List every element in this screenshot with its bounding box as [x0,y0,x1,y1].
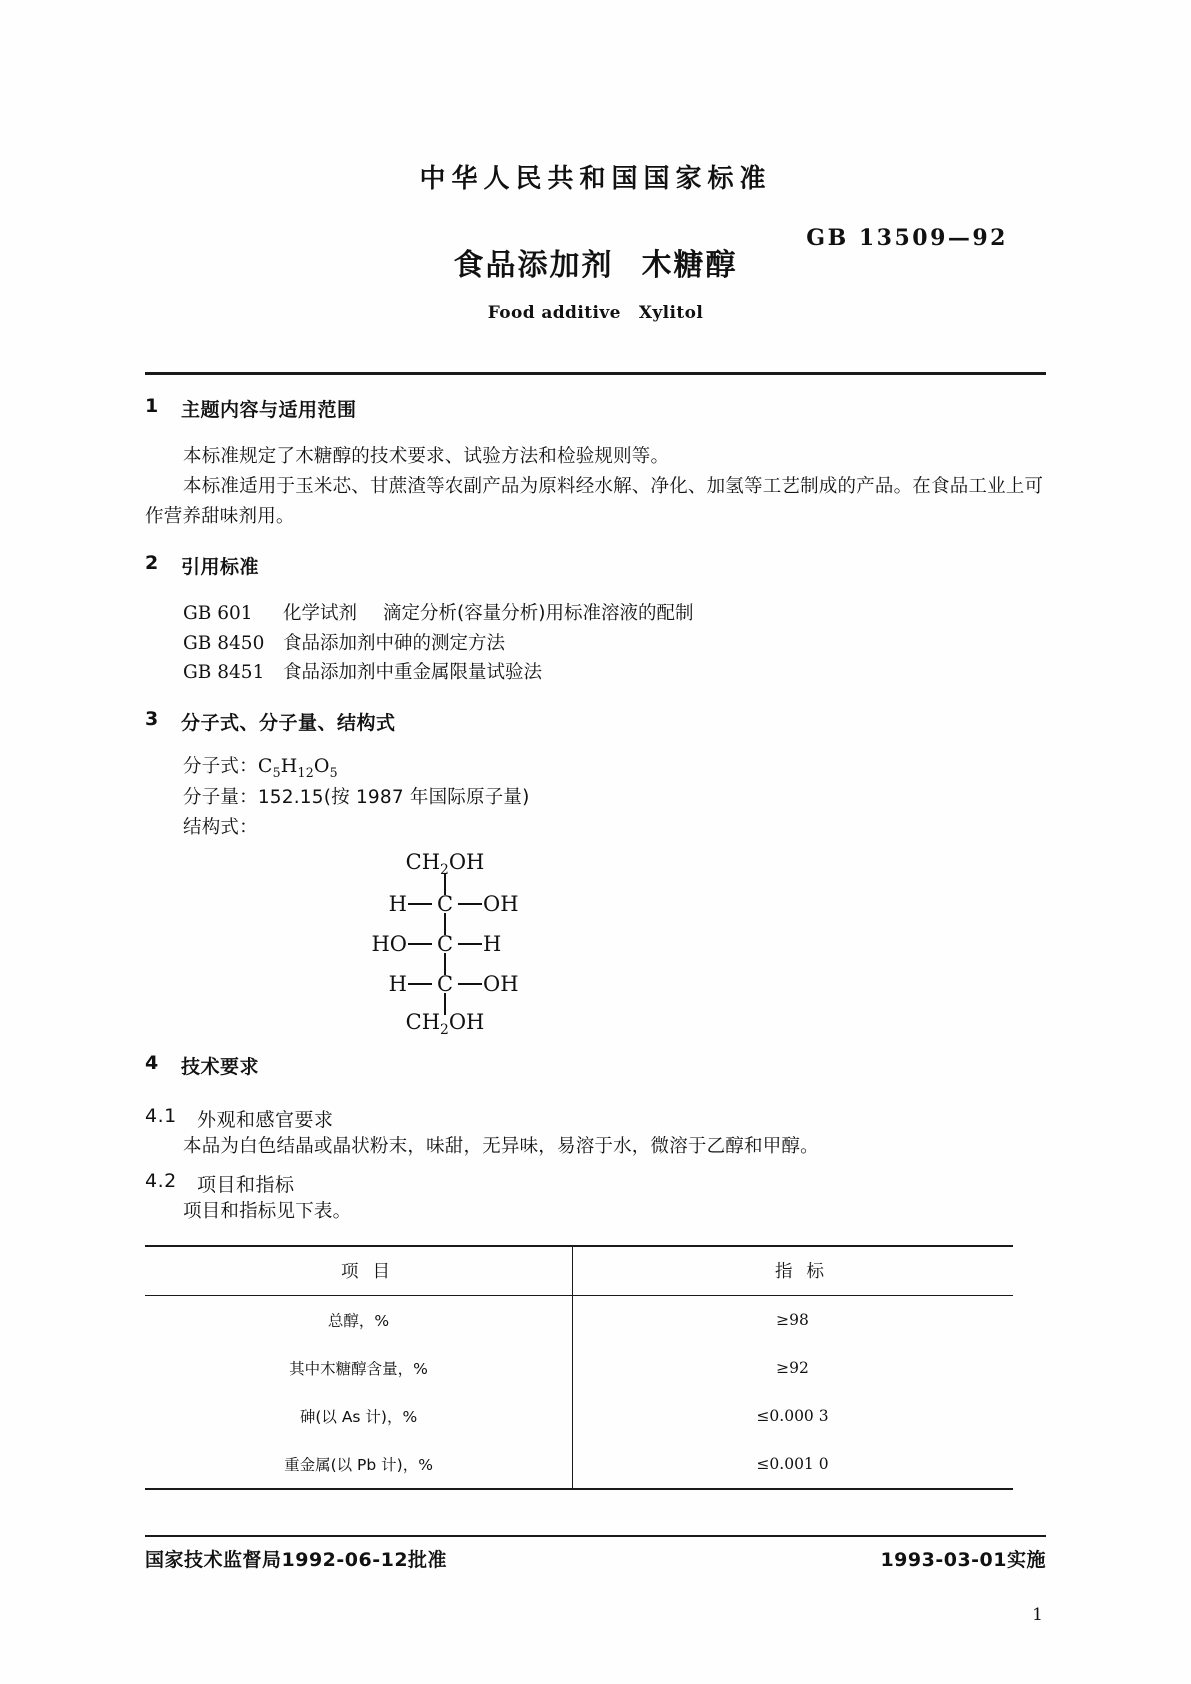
structure-row [295,891,595,917]
section-2-number: 2 [145,551,159,574]
atom-h-left: H [389,892,432,916]
section-1-paragraph-2: 本标准适用于玉米芯、甘蔗渣等农副产品为原料经水解、净化、加氢等工艺制成的产品。在食品工业上可作营养甜味剂用。 [145,475,1044,527]
atom-ch2oh: $CH_2OH$ [405,849,485,878]
atom-h-left: H [389,972,432,996]
national-standard-header: 中华人民共和国国家标准 [419,164,772,194]
atom-c: C [436,931,454,956]
table-row [145,1392,1013,1440]
table-head [145,1246,1013,1296]
section-4-2-body: 项目和指标见下表。 [183,1200,352,1222]
cell-item: 其中木糖醇含量，% [289,1359,428,1378]
reference-title: 食品添加剂中重金属限量试验法 [283,662,543,684]
structure-row [295,1011,595,1037]
section-4-1-title: 外观和感官要求 [197,1108,334,1131]
section-4-2-heading [145,1170,1046,1197]
cell-spec: ≤0.000 3 [756,1406,829,1425]
title-part-1: 食品添加剂 [453,248,614,283]
section-4-number: 4 [145,1051,159,1074]
cell-spec: ≥92 [776,1358,809,1377]
footer-approval: 国家技术监督局1992-06-12批准 [145,1549,448,1571]
section-2-title: 引用标准 [181,555,260,578]
atom-oh-right: OH [458,892,519,916]
molecular-weight-label: 分子量： [183,786,258,808]
title-part-2: 木糖醇 [641,248,738,283]
page-title [0,240,1191,284]
molecular-formula-label: 分子式： [183,755,258,777]
reference-title: 化学试剂 [283,602,358,624]
structure-row [295,971,595,997]
reference-code: GB 601 [183,602,253,624]
reference-item [145,629,1046,659]
atom-oh-right: OH [458,972,519,996]
header-divider-rule [145,372,1046,375]
footer-divider-rule [145,1535,1046,1537]
column-header-spec-text: 指 [775,1261,807,1282]
cell-item: 总醇，% [327,1311,390,1330]
section-4-1-number: 4.1 [145,1104,177,1127]
section-3-heading [145,708,1046,735]
section-4-2-number: 4.2 [145,1169,177,1192]
molecular-weight-line [145,783,1046,813]
gb-standard-number: GB 13509—92 [806,225,1008,251]
reference-title-2: 滴定分析(容量分析)用标准溶液的配制 [383,602,694,624]
structural-formula-diagram [295,851,595,1036]
reference-code: GB 8451 [183,662,265,684]
document-body [145,395,1046,1490]
structure-row [295,851,595,877]
section-3-number: 3 [145,707,159,730]
structure-row [295,931,595,957]
table-vertical-divider [572,1245,573,1490]
cell-item: 砷(以 As 计)，% [299,1407,418,1426]
section-1-number: 1 [145,395,159,417]
cell-item: 重金属(以 Pb 计)，% [284,1455,433,1474]
column-header-item-text-2: 目 [372,1261,391,1282]
reference-item [145,599,1046,629]
table-body [145,1295,1013,1489]
column-header-item-text: 项 [341,1261,373,1282]
cell-spec: ≤0.001 0 [756,1454,829,1473]
reference-item [145,658,1046,688]
table-header-row [145,1246,1013,1296]
atom-c: C [436,971,454,996]
page-number: 1 [1032,1605,1043,1625]
section-2-heading [145,552,1046,579]
section-4-1-body: 本品为白色结晶或晶状粉末，味甜，无异味，易溶于水，微溶于乙醇和甲醇。 [183,1135,819,1157]
english-part-1: Food additive [487,303,621,323]
cell-spec: ≥98 [776,1310,809,1329]
reference-title: 食品添加剂中砷的测定方法 [283,632,506,654]
english-title [0,303,1191,323]
atom-h-right: H [458,932,501,956]
molecular-formula-line [145,751,1046,783]
table-row [145,1440,1013,1489]
section-4-1-heading [145,1105,1046,1132]
section-4-heading [145,1052,1046,1079]
section-1-paragraph-1: 本标准规定了木糖醇的技术要求、试验方法和检验规则等。 [183,446,670,467]
column-header-spec-text-2: 标 [806,1261,825,1282]
atom-ho-left: HO [371,932,432,956]
section-4-title: 技术要求 [181,1055,260,1078]
structure-label: 结构式： [183,816,258,838]
column-header-item [145,1246,572,1296]
molecular-formula-value: $C_5H_{12}O_5$ [257,754,338,780]
english-part-2: Xylitol [638,303,704,323]
section-4-2-title: 项目和指标 [197,1173,295,1196]
atom-ch2oh: $CH_2OH$ [405,1009,485,1038]
spec-table [145,1245,1013,1490]
section-3-title: 分子式、分子量、结构式 [181,711,396,734]
table-row [145,1295,1013,1344]
molecular-weight-value: 152.15(按 1987 年国际原子量) [257,786,530,808]
column-header-spec [572,1246,1013,1296]
table-row [145,1344,1013,1392]
footer-implementation: 1993-03-01实施 [880,1549,1046,1571]
section-1-heading [145,395,1046,422]
reference-code: GB 8450 [183,632,265,654]
spec-table-wrapper [145,1245,1013,1490]
section-1-title: 主题内容与适用范围 [181,399,357,421]
atom-c: C [436,891,454,916]
